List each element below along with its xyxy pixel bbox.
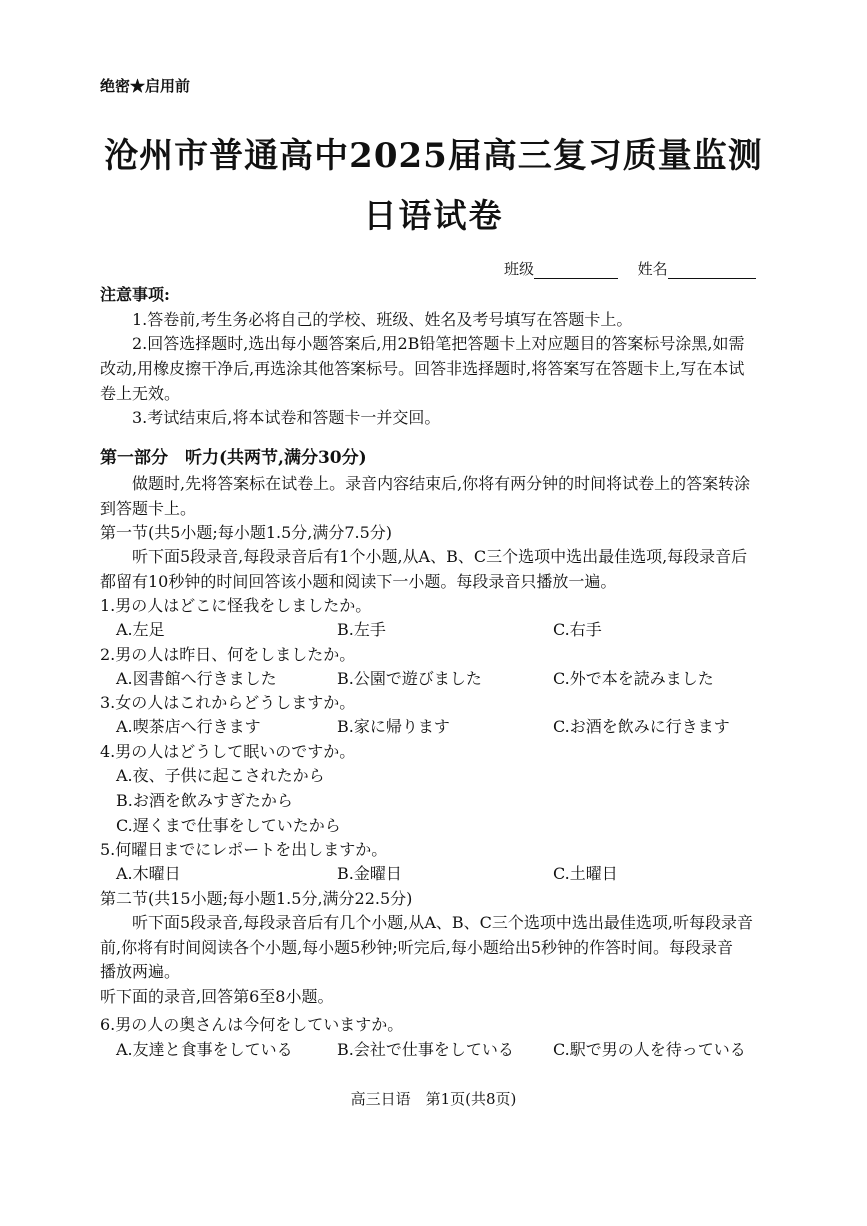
question-5: 5.何曜日までにレポートを出しますか。 <box>100 840 388 859</box>
q5-option-c: C.土曜日 <box>553 864 618 883</box>
section1-intro: 听下面5段录音,每段录音后有1个小题,从A、B、C三个选项中选出最佳选项,每段录音后 <box>132 547 748 566</box>
notes-item-2-end: 卷上无效。 <box>100 384 181 403</box>
section1-heading: 第一节(共5小题;每小题1.5分,满分7.5分) <box>100 523 393 542</box>
notes-item-1: 1.答卷前,考生务必将自己的学校、班级、姓名及考号填写在答题卡上。 <box>132 310 633 329</box>
q2-option-a: A.図書館へ行きました <box>116 669 277 688</box>
q3-option-c: C.お酒を飲みに行きます <box>553 717 730 736</box>
exam-subtitle: 日语试卷 <box>363 196 504 235</box>
question-6: 6.男の人の奥さんは今何をしていますか。 <box>100 1015 404 1034</box>
section2-intro-end: 播放两遍。 <box>100 962 181 981</box>
listen-instruction: 听下面的录音,回答第6至8小题。 <box>100 987 334 1006</box>
q5-option-a: A.木曜日 <box>116 864 181 883</box>
notes-item-2: 2.回答选择题时,选出每小题答案后,用2B铅笔把答题卡上对应题目的答案标号涂黑,如需 <box>132 334 745 353</box>
class-label: 班级 <box>504 260 535 278</box>
q4-option-b: B.お酒を飲みすぎたから <box>116 791 293 810</box>
question-3: 3.女の人はこれからどうしますか。 <box>100 693 356 712</box>
q1-option-a: A.左足 <box>116 620 165 639</box>
q3-option-a: A.喫茶店へ行きます <box>116 717 261 736</box>
class-name-line <box>504 258 756 279</box>
question-2: 2.男の人は昨日、何をしましたか。 <box>100 645 356 664</box>
exam-title: 沧州市普通高中2025届高三复习质量监测 <box>104 136 763 176</box>
section2-intro-cont: 前,你将有时间阅读各个小题,每小题5秒钟;听完后,每小题给出5秒钟的作答时间。每段录音 <box>100 938 734 957</box>
question-4: 4.男の人はどうして眠いのですか。 <box>100 742 356 761</box>
q4-option-c: C.遅くまで仕事をしていたから <box>116 816 341 835</box>
notes-item-2-cont: 改动,用橡皮擦干净后,再选涂其他答案标号。回答非选择题时,将答案写在答题卡上,写在本试 <box>100 359 745 378</box>
notes-item-3: 3.考试结束后,将本试卷和答题卡一并交回。 <box>132 408 441 427</box>
notes-heading: 注意事项: <box>100 285 170 304</box>
question-1: 1.男の人はどこに怪我をしましたか。 <box>100 596 372 615</box>
part1-heading: 第一部分 听力(共两节,满分30分) <box>100 448 367 468</box>
name-label: 姓名 <box>637 260 668 278</box>
class-blank <box>534 264 618 279</box>
part1-intro-cont: 到答题卡上。 <box>100 499 197 518</box>
q2-option-c: C.外で本を読みました <box>553 669 714 688</box>
q1-option-c: C.右手 <box>553 620 602 639</box>
name-blank <box>668 264 756 279</box>
confidential-label: 绝密★启用前 <box>100 77 191 95</box>
q5-option-b: B.金曜日 <box>337 864 402 883</box>
part1-intro: 做题时,先将答案标在试卷上。录音内容结束后,你将有两分钟的时间将试卷上的答案转涂 <box>132 474 751 493</box>
page-footer: 高三日语 第1页(共8页) <box>350 1090 517 1108</box>
section2-heading: 第二节(共15小题;每小题1.5分,满分22.5分) <box>100 889 413 908</box>
section1-intro-cont: 都留有10秒钟的时间回答该小题和阅读下一小题。每段录音只播放一遍。 <box>100 572 617 591</box>
q3-option-b: B.家に帰ります <box>337 717 450 736</box>
q6-option-c: C.駅で男の人を待っている <box>553 1040 746 1059</box>
q2-option-b: B.公園で遊びました <box>337 669 482 688</box>
q6-option-b: B.会社で仕事をしている <box>337 1040 514 1059</box>
section2-intro: 听下面5段录音,每段录音后有几个小题,从A、B、C三个选项中选出最佳选项,听每段录音 <box>132 913 753 932</box>
q1-option-b: B.左手 <box>337 620 386 639</box>
q4-option-a: A.夜、子供に起こされたから <box>116 766 325 785</box>
q6-option-a: A.友達と食事をしている <box>116 1040 293 1059</box>
